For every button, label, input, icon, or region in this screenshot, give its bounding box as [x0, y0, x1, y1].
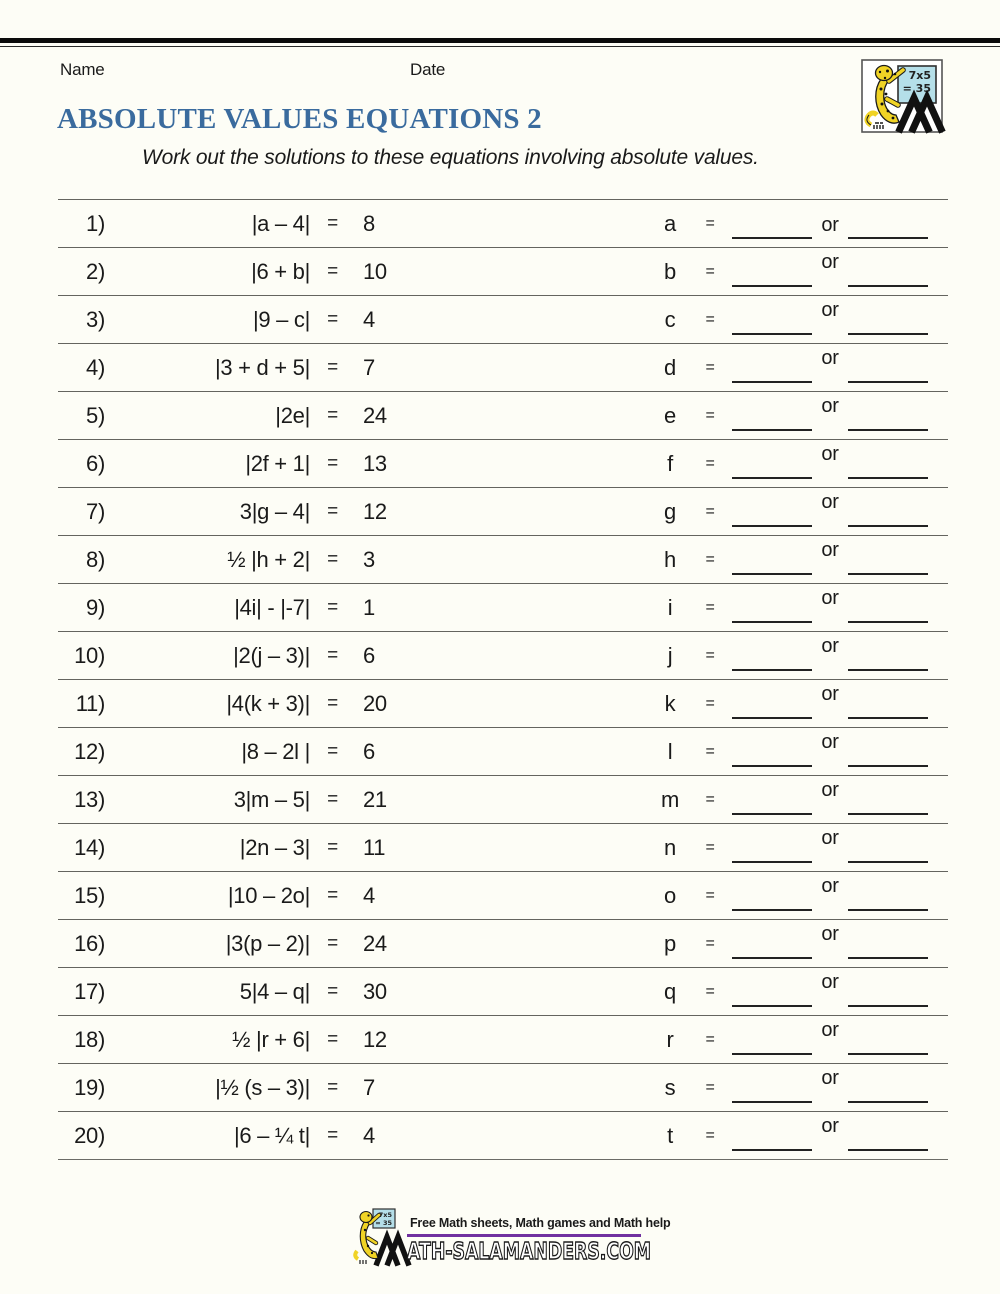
problem-number: 11)	[75, 690, 105, 716]
answer-blank-first[interactable]	[732, 697, 812, 719]
problem-row	[58, 535, 948, 583]
equation-expression: |3 + d + 5|	[215, 354, 310, 380]
footer-salamander-logo	[352, 1206, 410, 1271]
or-label: or	[821, 214, 839, 236]
instruction-text: Work out the solutions to these equations involving absolute values.	[142, 146, 759, 169]
problem-row	[58, 391, 948, 439]
answer-blank-second[interactable]	[848, 697, 928, 719]
or-label: or	[821, 635, 839, 657]
equation-expression: ½ |h + 2|	[227, 546, 310, 572]
site-wordmark-text: ATH-SALAMANDERS.COM	[407, 1239, 651, 1265]
answer-variable: g	[664, 498, 676, 524]
problem-row	[58, 919, 948, 967]
problem-row	[58, 1063, 948, 1111]
or-label: or	[821, 299, 839, 321]
answer-blank-second[interactable]	[848, 889, 928, 911]
svg-text:= 35: = 35	[902, 82, 931, 95]
answer-blank-first[interactable]	[732, 1129, 812, 1151]
answer-variable: s	[664, 1074, 676, 1100]
answer-blank-first[interactable]	[732, 217, 812, 239]
answer-equals-sign: =	[705, 550, 715, 568]
problem-row	[58, 871, 948, 919]
answer-equals-sign: =	[705, 886, 715, 904]
equation-equals-sign: =	[327, 644, 338, 666]
equation-equals-sign: =	[327, 452, 338, 474]
equation-equals-sign: =	[327, 1076, 338, 1098]
problem-number: 2)	[86, 258, 105, 284]
answer-variable: k	[664, 690, 676, 716]
answer-blank-first[interactable]	[732, 745, 812, 767]
answer-equals-sign: =	[705, 598, 715, 616]
equation-expression: |2f + 1|	[245, 450, 310, 476]
problem-row	[58, 439, 948, 487]
or-label: or	[821, 683, 839, 705]
equation-value: 13	[363, 450, 387, 476]
problem-number: 18)	[74, 1026, 105, 1052]
equation-value: 30	[363, 978, 387, 1004]
or-label: or	[821, 971, 839, 993]
problem-row	[58, 343, 948, 391]
answer-blank-second[interactable]	[848, 649, 928, 671]
answer-equals-sign: =	[705, 1078, 715, 1096]
problem-number: 14)	[74, 834, 105, 860]
equation-value: 24	[363, 402, 387, 428]
answer-equals-sign: =	[705, 1030, 715, 1048]
footer-tagline: Free Math sheets, Math games and Math help	[410, 1216, 671, 1230]
equation-expression: 5|4 – q|	[239, 978, 310, 1004]
equation-equals-sign: =	[327, 692, 338, 714]
answer-blank-second[interactable]	[848, 601, 928, 623]
equation-equals-sign: =	[327, 356, 338, 378]
answer-equals-sign: =	[705, 406, 715, 424]
problem-number: 16)	[74, 930, 105, 956]
answer-blank-first[interactable]	[732, 889, 812, 911]
equation-equals-sign: =	[327, 596, 338, 618]
equation-equals-sign: =	[327, 1028, 338, 1050]
top-rule-thin	[0, 46, 1000, 48]
or-label: or	[821, 1067, 839, 1089]
answer-blank-second[interactable]	[848, 841, 928, 863]
or-label: or	[821, 539, 839, 561]
answer-blank-first[interactable]	[732, 361, 812, 383]
problem-row	[58, 631, 948, 679]
answer-equals-sign: =	[705, 982, 715, 1000]
problem-number: 8)	[86, 546, 105, 572]
page-title: ABSOLUTE VALUES EQUATIONS 2	[57, 103, 542, 135]
answer-blank-first[interactable]	[732, 985, 812, 1007]
equation-equals-sign: =	[327, 404, 338, 426]
equation-expression: |a – 4|	[251, 210, 310, 236]
equation-expression: |3(p – 2)|	[225, 930, 310, 956]
answer-equals-sign: =	[705, 310, 715, 328]
answer-blank-second[interactable]	[848, 505, 928, 527]
equation-value: 3	[363, 546, 375, 572]
salamander-m-mark	[377, 1237, 408, 1263]
problem-number: 3)	[86, 306, 105, 332]
answer-blank-second[interactable]	[848, 793, 928, 815]
answer-variable: o	[664, 882, 676, 908]
answer-variable: h	[664, 546, 676, 572]
or-label: or	[821, 779, 839, 801]
problem-row	[58, 967, 948, 1015]
equation-value: 24	[363, 930, 387, 956]
equation-value: 4	[363, 306, 375, 332]
answer-blank-second[interactable]	[848, 553, 928, 575]
problem-row	[58, 1111, 948, 1159]
problem-number: 10)	[74, 642, 105, 668]
or-label: or	[821, 875, 839, 897]
answer-variable: m	[660, 786, 680, 812]
equation-expression: |8 – 2l |	[241, 738, 310, 764]
top-rule-thick	[0, 38, 1000, 43]
equation-value: 7	[363, 1074, 375, 1100]
answer-equals-sign: =	[705, 934, 715, 952]
equation-value: 4	[363, 1122, 375, 1148]
answer-variable: i	[667, 594, 673, 620]
answer-blank-second[interactable]	[848, 409, 928, 431]
answer-variable: t	[667, 1122, 673, 1148]
problem-row	[58, 583, 948, 631]
or-label: or	[821, 251, 839, 273]
answer-equals-sign: =	[705, 358, 715, 376]
equation-expression: |6 + b|	[251, 258, 310, 284]
or-label: or	[821, 587, 839, 609]
equation-value: 20	[363, 690, 387, 716]
answer-blank-second[interactable]	[848, 745, 928, 767]
date-field-label: Date	[410, 60, 446, 79]
problem-row	[58, 727, 948, 775]
equation-equals-sign: =	[327, 740, 338, 762]
equation-value: 10	[363, 258, 387, 284]
problems-table	[58, 199, 948, 1160]
equation-expression: 3|m – 5|	[233, 786, 310, 812]
equation-expression: |2(j – 3)|	[233, 642, 310, 668]
equation-equals-sign: =	[327, 500, 338, 522]
svg-text:7x5: 7x5	[908, 69, 931, 82]
or-label: or	[821, 1019, 839, 1041]
equation-expression: |2n – 3|	[239, 834, 310, 860]
answer-blank-second[interactable]	[848, 265, 928, 287]
equation-expression: |9 – c|	[252, 306, 310, 332]
answer-blank-first[interactable]	[732, 1033, 812, 1055]
answer-variable: b	[664, 258, 676, 284]
problem-row	[58, 775, 948, 823]
answer-blank-first[interactable]	[732, 1081, 812, 1103]
answer-blank-first[interactable]	[732, 505, 812, 527]
answer-blank-first[interactable]	[732, 553, 812, 575]
equation-expression: |2e|	[275, 402, 310, 428]
answer-blank-first[interactable]	[732, 313, 812, 335]
equation-equals-sign: =	[327, 980, 338, 1002]
equation-expression: 3|g – 4|	[239, 498, 310, 524]
or-label: or	[821, 395, 839, 417]
answer-equals-sign: =	[705, 694, 715, 712]
answer-variable: c	[664, 306, 676, 332]
answer-variable: l	[667, 738, 673, 764]
answer-blank-second[interactable]	[848, 217, 928, 239]
equation-equals-sign: =	[327, 212, 338, 234]
problem-number: 9)	[86, 594, 105, 620]
equation-equals-sign: =	[327, 308, 338, 330]
problem-number: 6)	[86, 450, 105, 476]
answer-equals-sign: =	[705, 502, 715, 520]
equation-equals-sign: =	[327, 836, 338, 858]
equation-value: 21	[363, 786, 387, 812]
answer-blank-first[interactable]	[732, 841, 812, 863]
equation-expression: |6 – ¼ t|	[234, 1122, 310, 1148]
answer-blank-first[interactable]	[732, 265, 812, 287]
equation-value: 7	[363, 354, 375, 380]
equation-value: 1	[363, 594, 375, 620]
answer-blank-first[interactable]	[732, 601, 812, 623]
answer-variable: j	[667, 642, 673, 668]
answer-blank-second[interactable]	[848, 1033, 928, 1055]
answer-variable: n	[664, 834, 676, 860]
answer-blank-second[interactable]	[848, 361, 928, 383]
or-label: or	[821, 347, 839, 369]
answer-equals-sign: =	[705, 838, 715, 856]
equation-equals-sign: =	[327, 788, 338, 810]
answer-equals-sign: =	[705, 1126, 715, 1144]
problem-number: 7)	[86, 498, 105, 524]
equation-expression: |½ (s – 3)|	[215, 1074, 310, 1100]
answer-variable: q	[664, 978, 676, 1004]
equation-value: 6	[363, 642, 375, 668]
problem-row	[58, 247, 948, 295]
equation-value: 6	[363, 738, 375, 764]
or-label: or	[821, 491, 839, 513]
equation-value: 12	[363, 498, 387, 524]
answer-blank-first[interactable]	[732, 457, 812, 479]
equation-equals-sign: =	[327, 1124, 338, 1146]
problem-number: 19)	[74, 1074, 105, 1100]
problem-row	[58, 1015, 948, 1063]
answer-blank-first[interactable]	[732, 937, 812, 959]
answer-blank-second[interactable]	[848, 1129, 928, 1151]
problem-number: 13)	[74, 786, 105, 812]
name-field-label: Name	[60, 60, 105, 79]
equation-expression: |4(k + 3)|	[226, 690, 310, 716]
or-label: or	[821, 443, 839, 465]
answer-blank-second[interactable]	[848, 985, 928, 1007]
answer-blank-second[interactable]	[848, 937, 928, 959]
problem-number: 20)	[74, 1122, 105, 1148]
problem-number: 1)	[86, 210, 105, 236]
problem-number: 15)	[74, 882, 105, 908]
answer-equals-sign: =	[705, 214, 715, 232]
problem-row	[58, 487, 948, 535]
answer-variable: d	[664, 354, 676, 380]
answer-blank-first[interactable]	[732, 793, 812, 815]
equation-equals-sign: =	[327, 260, 338, 282]
or-label: or	[821, 1115, 839, 1137]
or-label: or	[821, 827, 839, 849]
svg-text:7x5: 7x5	[378, 1211, 392, 1219]
equation-value: 11	[363, 834, 386, 860]
equation-equals-sign: =	[327, 932, 338, 954]
problem-row	[58, 199, 948, 247]
salamander-icon	[355, 1212, 379, 1265]
equation-expression: |10 – 2o|	[227, 882, 310, 908]
equation-equals-sign: =	[327, 548, 338, 570]
equation-expression: |4i| - |-7|	[234, 594, 310, 620]
problem-number: 4)	[86, 354, 105, 380]
answer-equals-sign: =	[705, 262, 715, 280]
answer-equals-sign: =	[705, 646, 715, 664]
problem-row	[58, 295, 948, 343]
answer-variable: f	[667, 450, 673, 476]
equation-value: 4	[363, 882, 375, 908]
equation-expression: ½ |r + 6|	[232, 1026, 310, 1052]
answer-blank-first[interactable]	[732, 409, 812, 431]
answer-blank-second[interactable]	[848, 1081, 928, 1103]
answer-variable: p	[664, 930, 676, 956]
answer-variable: r	[666, 1026, 674, 1052]
problem-row	[58, 679, 948, 727]
problem-number: 17)	[74, 978, 105, 1004]
answer-equals-sign: =	[705, 790, 715, 808]
equation-value: 12	[363, 1026, 387, 1052]
math-salamanders-logo	[861, 59, 943, 138]
or-label: or	[821, 731, 839, 753]
equation-value: 8	[363, 210, 375, 236]
answer-blank-second[interactable]	[848, 457, 928, 479]
answer-blank-first[interactable]	[732, 649, 812, 671]
answer-variable: a	[664, 210, 676, 236]
answer-variable: e	[664, 402, 676, 428]
problem-number: 12)	[74, 738, 105, 764]
answer-equals-sign: =	[705, 454, 715, 472]
answer-equals-sign: =	[705, 742, 715, 760]
problem-row	[58, 823, 948, 871]
svg-text:= 35: = 35	[375, 1219, 392, 1227]
problem-number: 5)	[86, 402, 105, 428]
answer-blank-second[interactable]	[848, 313, 928, 335]
equation-equals-sign: =	[327, 884, 338, 906]
or-label: or	[821, 923, 839, 945]
site-wordmark[interactable]	[406, 1234, 658, 1273]
